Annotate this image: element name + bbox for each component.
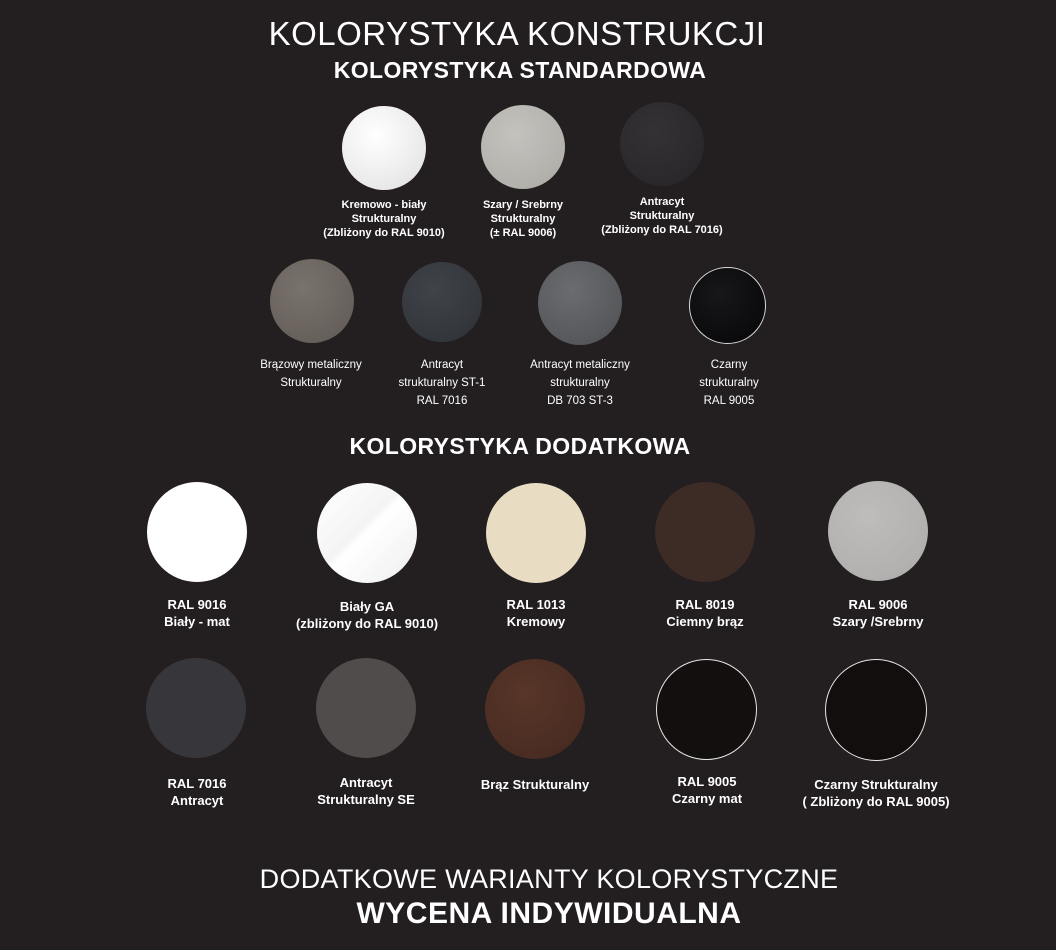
swatch-anthracite-structural: [620, 102, 704, 186]
swatch-grey-silver: [481, 105, 565, 189]
label-ral-1013: RAL 1013 Kremowy: [506, 597, 566, 629]
swatch-ral-9005: [656, 659, 757, 760]
swatch-ral-9016: [147, 482, 247, 582]
swatch-anthracite-metallic: [538, 261, 622, 345]
label-cream-white: Kremowo - biały Strukturalny (Zbliżony do RAL 9010): [323, 199, 445, 239]
label-ral-8019: RAL 8019 Ciemny brąz: [666, 597, 744, 629]
swatch-brown-metallic: [270, 259, 354, 343]
swatch-ral-8019: [655, 482, 755, 582]
footer-line-1: DODATKOWE WARIANTY KOLORYSTYCZNE: [259, 864, 839, 894]
label-brown-metallic: Brązowy metaliczny Strukturalny: [260, 359, 362, 389]
label-white-ga: Biały GA (zbliżony do RAL 9010): [295, 599, 439, 631]
swatch-anthracite-se: [316, 658, 416, 758]
page-title: KOLORYSTYKA KONSTRUKCJI: [268, 15, 766, 52]
label-ral-9006: RAL 9006 Szary /Srebrny: [832, 597, 924, 629]
label-ral-7016: RAL 7016 Antracyt: [167, 776, 227, 808]
label-anthracite-se: Antracyt Strukturalny SE: [317, 775, 415, 807]
label-ral-9005: RAL 9005 Czarny mat: [671, 774, 743, 806]
extra-heading: KOLORYSTYKA DODATKOWA: [349, 433, 691, 459]
label-anthracite-structural: Antracyt Strukturalny (Zbliżony do RAL 7016): [601, 196, 723, 236]
label-anthracite-st1: Antracyt strukturalny ST-1 RAL 7016: [398, 359, 486, 407]
swatch-ral-7016: [146, 658, 246, 758]
swatch-cream-white: [342, 106, 426, 190]
label-black-structural-extra: Czarny Strukturalny ( Zbliżony do RAL 9005): [802, 777, 950, 809]
swatch-black-structural-extra: [825, 659, 927, 761]
label-black-structural: Czarny strukturalny RAL 9005: [699, 359, 759, 407]
label-bronze-structural: Brąz Strukturalny: [480, 777, 590, 792]
label-anthracite-metallic: Antracyt metaliczny strukturalny DB 703 ST-3: [530, 359, 630, 407]
swatch-bronze-structural: [485, 659, 585, 759]
standard-heading: KOLORYSTYKA STANDARDOWA: [333, 57, 707, 83]
swatch-anthracite-st1: [402, 262, 482, 342]
swatch-white-ga: [317, 483, 417, 583]
swatch-ral-1013: [486, 483, 586, 583]
swatch-black-structural: [689, 267, 766, 344]
footer-line-2: WYCENA INDYWIDUALNA: [356, 897, 742, 930]
label-ral-9016: RAL 9016 Biały - mat: [164, 597, 230, 629]
swatch-ral-9006: [828, 481, 928, 581]
label-grey-silver: Szary / Srebrny Strukturalny (± RAL 9006): [482, 199, 564, 239]
